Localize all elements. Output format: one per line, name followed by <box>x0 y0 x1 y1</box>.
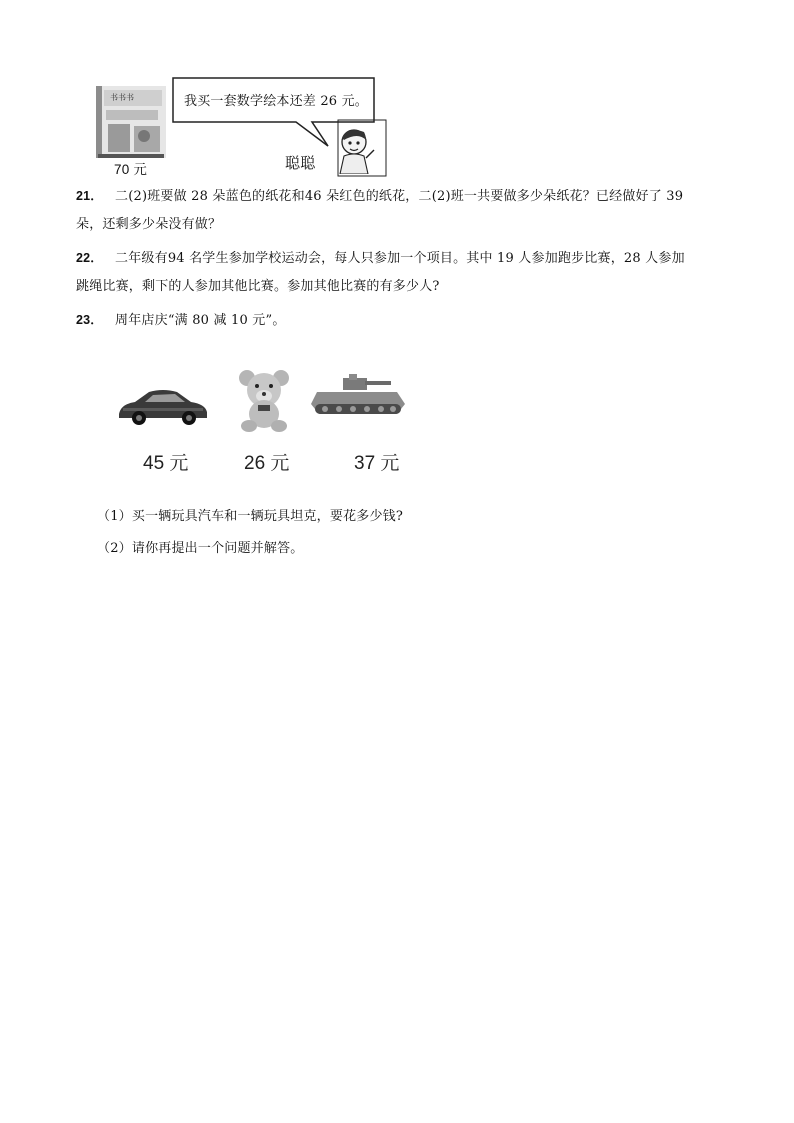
question-text-line1: 二年级有94 名学生参加学校运动会，每人只参加一个项目。其中 19 人参加跑步比赛，28 人参加 <box>115 251 685 266</box>
question-23 <box>76 310 756 331</box>
question-text-line1: 二(2)班要做 28 朵蓝色的纸花和46 朵红色的纸花，二(2)班一共要做多少朵纸花？已经做好了 39 <box>115 189 684 204</box>
question-text-line2: 跳绳比赛，剩下的人参加其他比赛。参加其他比赛的有多少人? <box>76 279 440 294</box>
sub-question-2: （2）请你再提出一个问题并解答。 <box>97 541 304 556</box>
speech-text: 我买一套数学绘本还差 26 元。 <box>184 94 369 109</box>
toy-car-price: 45 元 <box>143 453 189 474</box>
question-number: 21． <box>76 189 104 203</box>
toy-tank-price: 37 元 <box>354 453 400 474</box>
toy-car-icon <box>115 384 211 428</box>
question-text-line2: 朵，还剩多少朵没有做？ <box>76 217 222 232</box>
teddy-bear-icon <box>235 368 293 434</box>
boy-icon <box>330 124 380 174</box>
question-text: 周年店庆“满 80 减 10 元”。 <box>115 313 286 328</box>
sub-question-1: （1）买一辆玩具汽车和一辆玩具坦克，要花多少钱? <box>97 509 404 524</box>
question-number: 22． <box>76 251 104 265</box>
top-figure <box>92 74 392 178</box>
math-picture-book-icon <box>96 86 166 158</box>
teddy-bear-price: 26 元 <box>244 453 290 474</box>
question-21 <box>76 186 756 235</box>
question-22 <box>76 248 756 297</box>
question-number: 23． <box>76 313 104 327</box>
book-price: 70 元 <box>114 162 148 177</box>
toy-tank-icon <box>309 372 409 422</box>
svg-text:书书书: 书书书 <box>110 93 134 102</box>
speaker-name: 聪聪 <box>285 155 316 172</box>
